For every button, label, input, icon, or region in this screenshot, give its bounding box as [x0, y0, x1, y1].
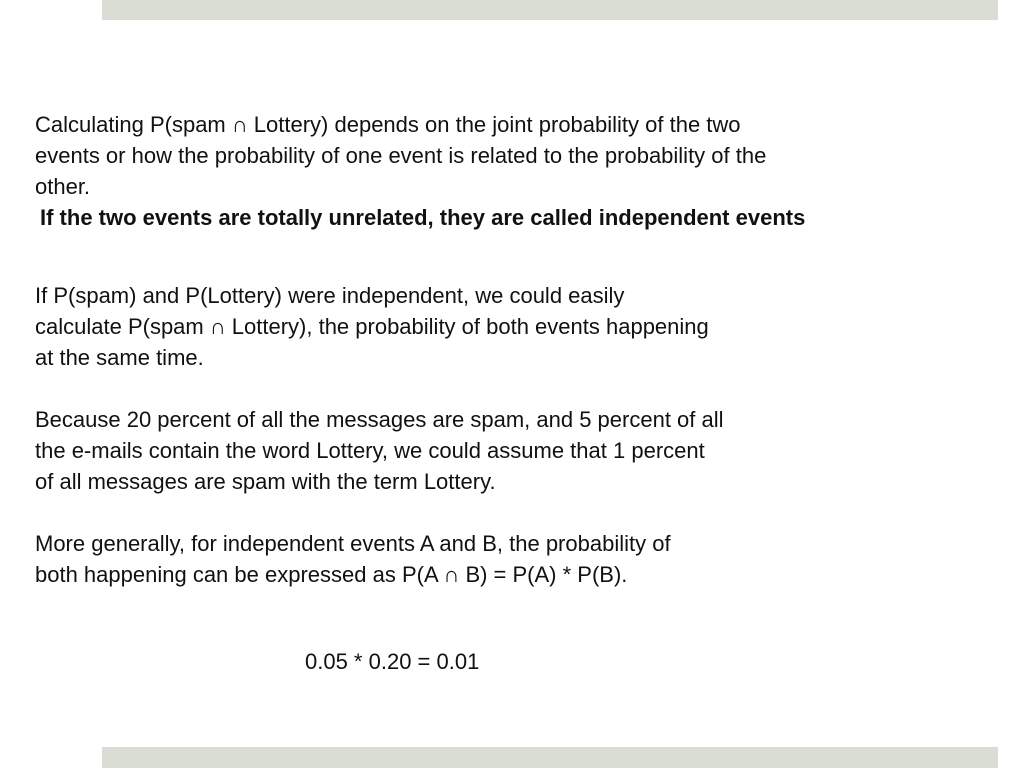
formula-text: 0.05 * 0.20 = 0.01 — [305, 649, 480, 674]
top-decorative-bar — [102, 0, 998, 20]
independence-paragraph: If P(spam) and P(Lottery) were independent, we could easily calculate P(spam ∩ Lottery), the probability of both events happening at the same time. — [35, 283, 709, 370]
general-rule-paragraph: More generally, for independent events A and B, the probability of both happening can be expressed as P(A ∩ B) = P(A) * P(B). — [35, 531, 671, 587]
joint-probability-paragraph: Calculating P(spam ∩ Lottery) depends on the joint probability of the two events or how the probability of one event is related to the probability of the other. — [35, 112, 767, 199]
bottom-decorative-bar — [102, 747, 998, 768]
spacer — [35, 373, 995, 404]
spacer — [35, 233, 995, 280]
spacer — [35, 497, 995, 528]
independent-events-definition: If the two events are totally unrelated, they are called independent events — [40, 205, 806, 230]
percent-example-paragraph: Because 20 percent of all the messages are spam, and 5 percent of all the e-mails contain the word Lottery, we could assume that 1 percent of all messages are spam with the term Lottery. — [35, 407, 724, 494]
slide-body — [35, 109, 995, 590]
